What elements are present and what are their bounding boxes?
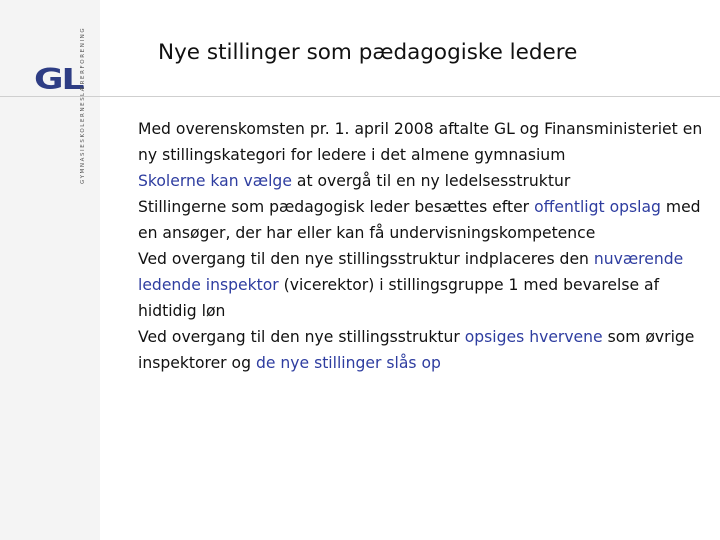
bullet-4-text-a: Ved overgang til den nye stillingsstruktur indplaceres den <box>138 250 594 268</box>
slide-title: Nye stillinger som pædagogiske ledere <box>158 40 578 65</box>
logo-vertical-text-bottom: GYMNASIESKOLERNES <box>80 95 86 184</box>
bullet-5-text-a: Ved overgang til den nye stillingsstruktur <box>138 328 465 346</box>
bullet-3-text-a: Stillingerne som pædagogisk leder besættes efter <box>138 198 535 216</box>
bullet-4-text-b: (vicerektor) i stillingsgruppe 1 med bevarelse af hidtidig løn <box>138 276 660 320</box>
bullet-1-text: Med overenskomsten pr. 1. april 2008 aftalte GL og Finansministeriet en ny stillingskategori for ledere i det almene gymnasium <box>138 120 703 164</box>
gl-logo: GL <box>34 64 83 96</box>
bullet-3-highlight: offentligt opslag <box>534 198 661 216</box>
bullet-3-text-b: med en ansøger, der har eller kan få undervisningskompetence <box>138 198 701 242</box>
header-divider <box>0 96 720 97</box>
bullet-5-highlight-b: de nye stillinger slås op <box>255 354 441 372</box>
bullet-1 <box>138 116 708 168</box>
bullet-2-text: at overgå til en ny ledelsesstruktur <box>291 172 571 190</box>
slide-body <box>138 116 708 376</box>
bullet-3 <box>138 194 708 246</box>
bullet-4 <box>138 246 708 324</box>
logo-vertical-text-top: LÆRERFORENING <box>80 26 86 96</box>
bullet-5-text-b: som øvrige inspektorer og <box>138 328 695 372</box>
bullet-2-highlight: Skolerne kan vælge <box>138 172 292 190</box>
bullet-2 <box>138 168 708 194</box>
bullet-5 <box>138 324 708 376</box>
bullet-5-highlight-a: opsiges hvervene <box>464 328 603 346</box>
bullet-4-highlight: nuværende ledende inspektor <box>138 250 684 294</box>
